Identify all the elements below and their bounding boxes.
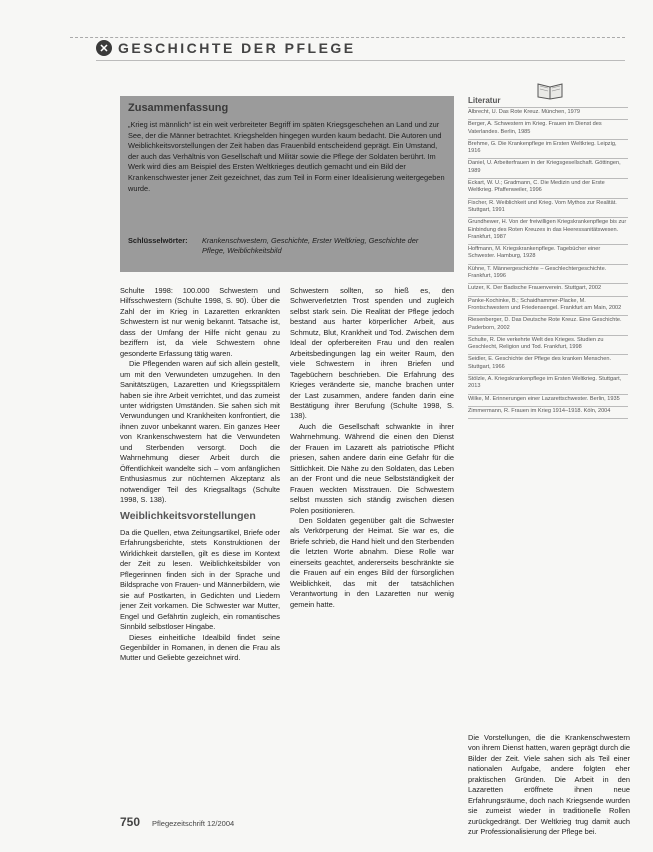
literature-item: Albrecht, U. Das Rote Kreuz. München, 1979 <box>468 107 628 119</box>
literature-item: Eckart, W. U.; Gradmann, C. Die Medizin und der Erste Weltkrieg. Pfaffenweiler, 1996 <box>468 178 628 198</box>
summary-title: Zusammenfassung <box>128 102 229 114</box>
right-column <box>468 733 630 838</box>
literature-item: Daniel, U. Arbeiterfrauen in der Kriegsgesellschaft. Göttingen, 1989 <box>468 158 628 178</box>
paragraph: Auch die Gesellschaft schwankte in ihrer Wahrnehmung. Während die einen den Dienst der Frauen im Lazarett als patriotische Pflicht priesen, sahen andere darin eine Gefahr für die Sittlichkeit. Die Nähe zu den Soldaten, das Leben an der Front und die neue Selbstständigkeit der Frauen weckten Misstrauen. Die Schwestern selbst mussten sich ständig zwischen diesen Polen positionieren. <box>290 421 454 515</box>
left-column <box>120 286 280 664</box>
paragraph: Schwestern sollten, so hieß es, den Schwerverletzten Trost spenden und zugleich selbst stark sein. Die Realität der Pflege jedoch bestand aus harter körperlicher Arbeit, aus Schmutz, Blut, Krankheit und Tod. Zwischen dem Ideal der opferbereiten Frau und den realen Arbeitsbedingungen lag ein weiter Raum, den viele Schwestern in ihren Briefen und Tagebüchern beschrieben. Die Erfahrung des Krieges veränderte sie, manche brachen unter der Last zusammen, andere fanden darin eine Bestätigung ihrer Berufung (Schulte 1998, S. 138). <box>290 286 454 421</box>
page-number: 750 <box>120 815 141 829</box>
literature-item: Berger, A. Schwestern im Krieg. Frauen im Dienst des Vaterlandes. Berlin, 1985 <box>468 119 628 139</box>
literature-item: Brehme, G. Die Krankenpflege im Ersten Weltkrieg. Leipzig, 1916 <box>468 139 628 159</box>
literature-item: Riesenberger, D. Das Deutsche Rote Kreuz. Eine Geschichte. Paderborn, 2002 <box>468 315 628 335</box>
summary-box <box>120 96 454 272</box>
subheading: Weiblichkeitsvorstellungen <box>120 509 256 522</box>
middle-column <box>290 286 454 610</box>
journal-info: Pflegezeitschrift 12/2004 <box>152 819 235 828</box>
literature-item: Seidler, E. Geschichte der Pflege des kranken Menschen. Stuttgart, 1966 <box>468 354 628 374</box>
top-rule <box>70 37 625 38</box>
literature-list <box>468 107 628 419</box>
section-title: GESCHICHTE DER PFLEGE <box>118 40 356 56</box>
literature-item: Panke-Kochinke, B.; Schaidhammer-Placke, M. Frontschwestern und Friedensengel. Frankfurt am Main, 2002 <box>468 296 628 316</box>
literature-item: Schulte, R. Die verkehrte Welt des Krieges. Studien zu Geschlecht, Religion und Tod. Frankfurt, 1998 <box>468 335 628 355</box>
literature-heading: Literatur <box>468 96 501 105</box>
literature-item: Wilke, M. Erinnerungen einer Lazarettschwester. Berlin, 1935 <box>468 394 628 406</box>
section-header <box>96 40 356 56</box>
keywords <box>128 236 436 256</box>
paragraph: Dieses einheitliche Idealbild findet seine Gegenbilder in Romanen, in denen die Frau als Mutter und Geliebte gezeichnet wird. <box>120 632 280 663</box>
summary-text: „Krieg ist männlich“ ist ein weit verbreiteter Begriff im späten Kriegsgeschehen an Land und zur See, der die Männer betrachtet. Kriegshelden hingegen wurden kaum bedacht. Die Autoren und Weiblichkeitsvorstellungen der Zeit haben das Frauenbild entscheidend geprägt. Ein Umstand, der auch das Verhältnis von Gesellschaft und Militär sowie die Pflege der Soldaten berührt. Im Werk wird dies am Beispiel des Ersten Weltkrieges deutlich gemacht und ein Bild der Krankenschwester jener Zeit gezeichnet, das zum Teil in Form einer Idealisierung weitergegeben wurde. <box>128 120 445 193</box>
literature-item: Stölzle, A. Kriegskrankenpflege im Ersten Weltkrieg. Stuttgart, 2013 <box>468 374 628 394</box>
footer <box>120 815 234 829</box>
header-divider <box>96 60 625 61</box>
paragraph: Die Pflegenden waren auf sich allein gestellt, um mit den Verwundeten umzugehen. In den Sanitätszügen, Lazaretten und Kriegsspitälern haben sie ihre Arbeit verrichtet, und das zumeist unter widrigsten Umständen. Sie sahen sich mit Verwundungen und Krankheiten konfrontiert, die ihnen zuvor unbekannt waren. Ein ganzes Heer von Krankenschwestern hat die Verwundeten und Sterbenden versorgt. Doch die Wahrnehmung dieser Arbeit durch die Öffentlichkeit wandelte sich – vom anfänglichen Enthusiasmus zur nüchternen Akzeptanz als notwendiger Teil des Kriegsalltags (Schulte 1998, S. 138). <box>120 359 280 505</box>
paragraph: Da die Quellen, etwa Zeitungsartikel, Briefe oder Erfahrungsberichte, stets Konstruktionen der Wirklichkeit darstellen, gilt es diese im Kontext der Zeit zu lesen. Weiblichkeitsbilder von Pflegerinnen finden sich in der Sprache und Bildsprache von Frauen- und Männerbildern, wie sie auf Postkarten, in Gedichten und Liedern jener Zeit vorkamen. Die Schwester war Mutter, Engel und Gefährtin zugleich, ein romantisches Sinnbild selbstloser Hingabe. <box>120 527 280 632</box>
literature-item: Zimmermann, R. Frauen im Krieg 1914–1918. Köln, 2004 <box>468 406 628 419</box>
paragraph: Schulte 1998: 100.000 Schwestern und Hilfsschwestern (Schulte 1998, S. 90). Über die Zahl der im Krieg in Lazaretten erkrankten Schwestern ist nur wenig bekannt. Tatsache ist, dass der Umfang der Hilfe nicht genau zu beziffern ist, da viele Schwestern ohne gesonderte Erfassung tätig waren. <box>120 286 280 358</box>
keywords-text: Krankenschwestern, Geschichte, Erster Weltkrieg, Geschichte der Pflege, Weiblichkeitsbild <box>202 236 419 255</box>
x-circle-icon: ✕ <box>96 40 112 56</box>
literature-item: Lutzer, K. Der Badische Frauenverein. Stuttgart, 2002 <box>468 283 628 295</box>
paragraph: Den Soldaten gegenüber galt die Schwester als Verkörperung der Heimat. Sie war es, die Briefe schrieb, die Hand hielt und den Sterbenden die letzten Worte abnahm. Diese Rolle war einerseits geachtet, andererseits beschränkte sie die Frauen auf ein enges Bild der fürsorglichen Weiblichkeit, das mit der tatsächlichen Verantwortung in den Lazaretten nur wenig gemein hatte. <box>290 515 454 609</box>
literature-item: Kühne, T. Männergeschichte – Geschlechtergeschichte. Frankfurt, 1996 <box>468 264 628 284</box>
literature-item: Fischer, R. Weiblichkeit und Krieg. Vom Mythos zur Realität. Stuttgart, 1991 <box>468 198 628 218</box>
literature-item: Grundhewer, H. Von der freiwilligen Kriegskrankenpflege bis zur Einbindung des Roten Kreuzes in das Heeressanitätswesen. Frankfurt, 1987 <box>468 217 628 244</box>
paragraph: Die Vorstellungen, die die Krankenschwestern von ihrem Dienst hatten, waren geprägt durch die Bilder der Zeit. Viele sahen sich als Teil einer nationalen Aufgabe, andere folgten eher praktischen Gründen. Die Arbeit in den Lazaretten eröffnete ihnen neue Erfahrungsräume, doch nach Kriegsende wurden sie zumeist wieder in traditionelle Rollen zurückgedrängt. Der Weltkrieg trug damit auch zur Professionalisierung der Pflege bei. <box>468 733 630 837</box>
open-book-icon <box>536 80 564 100</box>
keywords-label: Schlüsselwörter: <box>128 236 188 245</box>
literature-item: Hoffmann, M. Kriegskrankenpflege. Tagebücher einer Schwester. Hamburg, 1928 <box>468 244 628 264</box>
